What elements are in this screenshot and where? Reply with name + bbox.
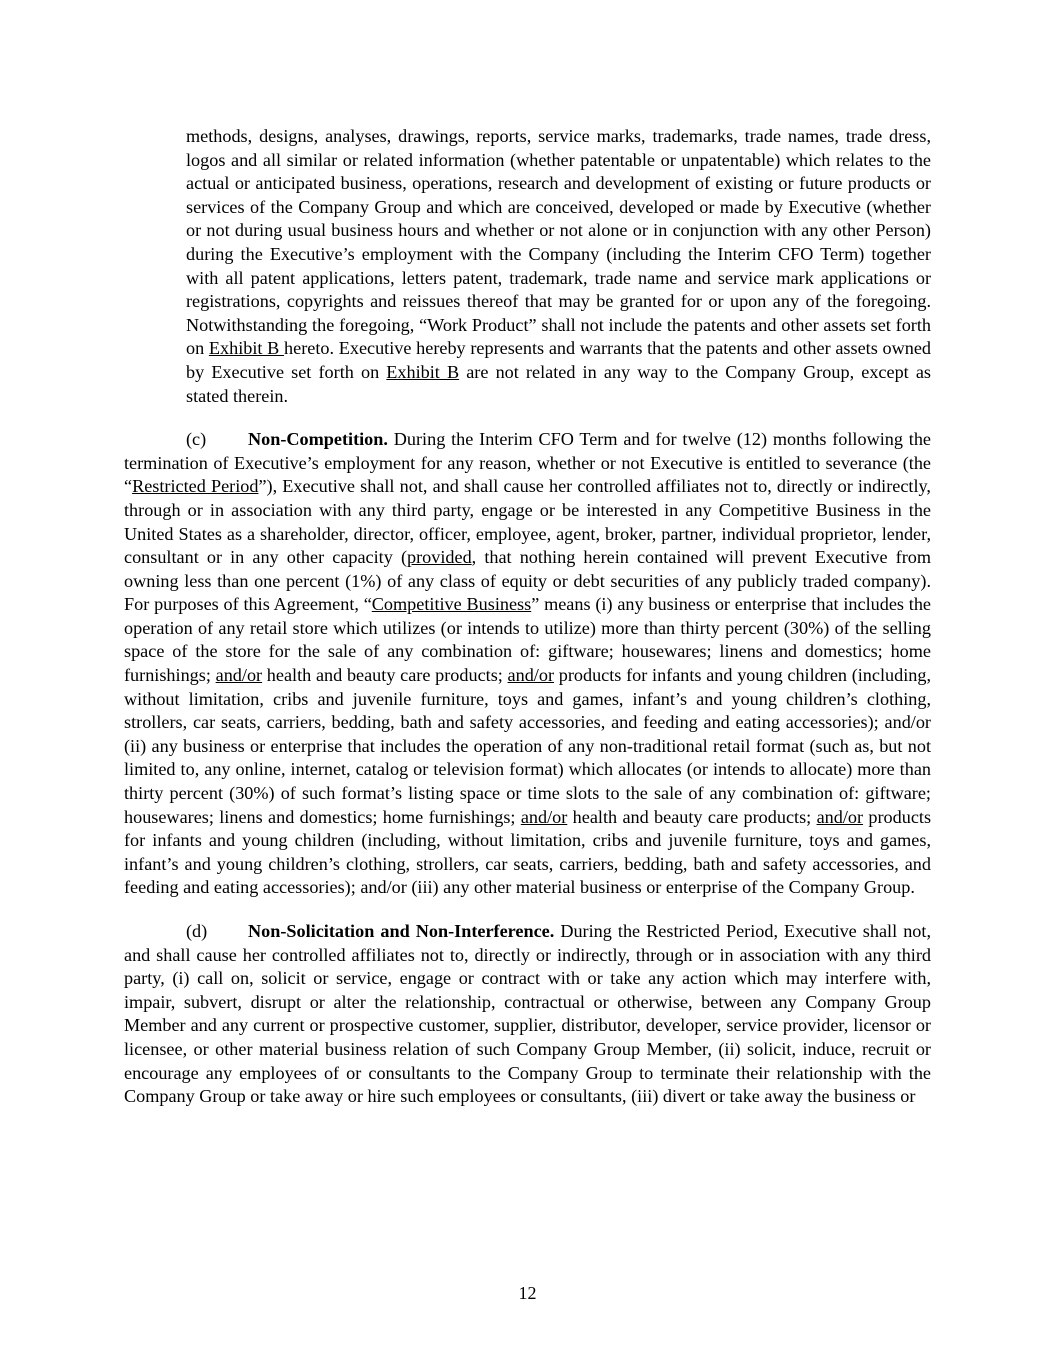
paragraph-text: , that nothing herein contained will prevent Executive from owning less than one percent (1%) of any class of equity or debt securities of any publicly traded company). For purposes of this Agreement, “ xyxy=(124,547,932,615)
exhibit-b-reference: Exhibit B xyxy=(208,338,285,359)
paragraph-text: ”), Executive shall not, and shall cause her controlled affiliates not to, directly or indirectly, through or in association with any third party, engage or be interested in any Competitive Business in the United States as a shareholder, director, officer, employee, agent, broker, partner, individual proprietor, lender, consultant or in any other capacity ( xyxy=(124,476,931,568)
non-solicitation-paragraph xyxy=(124,920,931,1109)
paragraph-text: ” means (i) any business or enterprise that includes the operation of any retail store which utilizes (or intends to utilize) more than thirty percent (30%) of the selling space of the store for the sale of any combination of: giftware; housewares; linens and domestics; home furnishings; xyxy=(124,594,932,686)
paragraph-text: health and beauty care products; xyxy=(567,806,817,827)
section-heading: Non-Competition. xyxy=(248,429,388,450)
underlined-term: and/or xyxy=(215,665,263,686)
paragraph-text: products for infants and young children (including, without limitation, cribs and juvenile furniture, toys and games, infant’s and young children’s clothing, strollers, car seats, carriers, bedding, bath and safety accessories, and feeding and eating accessories); and/or (ii) any business or enterprise that includes the operation of any non-traditional retail format (such as, but not limited to, any online, internet, catalog or television format) which allocates (or intends to allocate) more than thirty percent (30%) of such format’s listing space or time slots to the sale of any combination of: giftware; housewares; linens and domestics; home furnishings; xyxy=(124,665,932,827)
underlined-term: and/or xyxy=(507,665,555,686)
paragraph-text: health and beauty care products; xyxy=(262,665,508,686)
paragraph-text: During the Restricted Period, Executive shall not, and shall cause her controlled affiliates not to, directly or indirectly, through or in association with any third party, (i) call on, solicit or service, engage or contract with or take any action which may interfere with, impair, subvert, disrupt or alter the relationship, contractual or otherwise, between any Company Group Member and any current or prospective customer, supplier, distributor, developer, service provider, licensor or licensee, or other material business relation of such Company Group Member, (ii) solicit, induce, recruit or encourage any employees of or consultants to the Company Group to terminate their relationship with the Company Group or take away or hire such employees or consultants, (iii) divert or take away the business or xyxy=(124,921,931,1107)
paragraph-text: are not related in any way to the Company Group, except as stated therein. xyxy=(186,361,931,406)
paragraph-text: products for infants and young children (including, without limitation, cribs and juvenile furniture, toys and games, infant’s and young children’s clothing, strollers, car seats, carriers, bedding, bath and safety accessories, and feeding and eating accessories); and/or (iii) any other material business or enterprise of the Company Group. xyxy=(124,806,932,898)
paragraph-text: methods, designs, analyses, drawings, reports, service marks, trademarks, trade names, trade dress, logos and all similar or related information (whether patentable or unpatentable) which relates to the actual or anticipated business, operations, research and development of existing or future products or services of the Company Group and which are conceived, developed or made by Executive (whether or not during usual business hours and whether or not alone or in conjunction with any other Person) during the Executive’s employment with the Company (including the Interim CFO Term) together with all patent applications, letters patent, trademark, trade name and service mark applications or registrations, copyrights and reissues thereof that may be granted for or upon any of the foregoing. Notwithstanding the foregoing, “Work Product” shall not include the patents and other assets set forth on xyxy=(186,126,931,359)
defined-term: provided xyxy=(407,547,472,568)
underlined-term: and/or xyxy=(520,806,568,827)
defined-term: Competitive Business xyxy=(371,594,532,615)
paragraph-text: During the Interim CFO Term and for twelve (12) months following the termination of Executive’s employment for any reason, whether or not Executive is entitled to severance (the “ xyxy=(124,429,931,497)
section-heading: Non-Solicitation and Non-Interference. xyxy=(248,921,555,941)
work-product-continuation-paragraph xyxy=(186,125,931,408)
underlined-term: and/or xyxy=(816,806,864,827)
section-label: (c) xyxy=(186,429,207,450)
defined-term: Restricted Period xyxy=(132,476,259,497)
document-page xyxy=(124,125,931,1109)
exhibit-b-reference: Exhibit B xyxy=(386,361,460,382)
section-label: (d) xyxy=(186,921,208,941)
paragraph-text: hereto. Executive hereby represents and warrants that the patents and other assets owned by Executive set forth on xyxy=(186,338,931,382)
non-competition-paragraph xyxy=(124,428,931,900)
page-number: 12 xyxy=(518,1283,537,1303)
